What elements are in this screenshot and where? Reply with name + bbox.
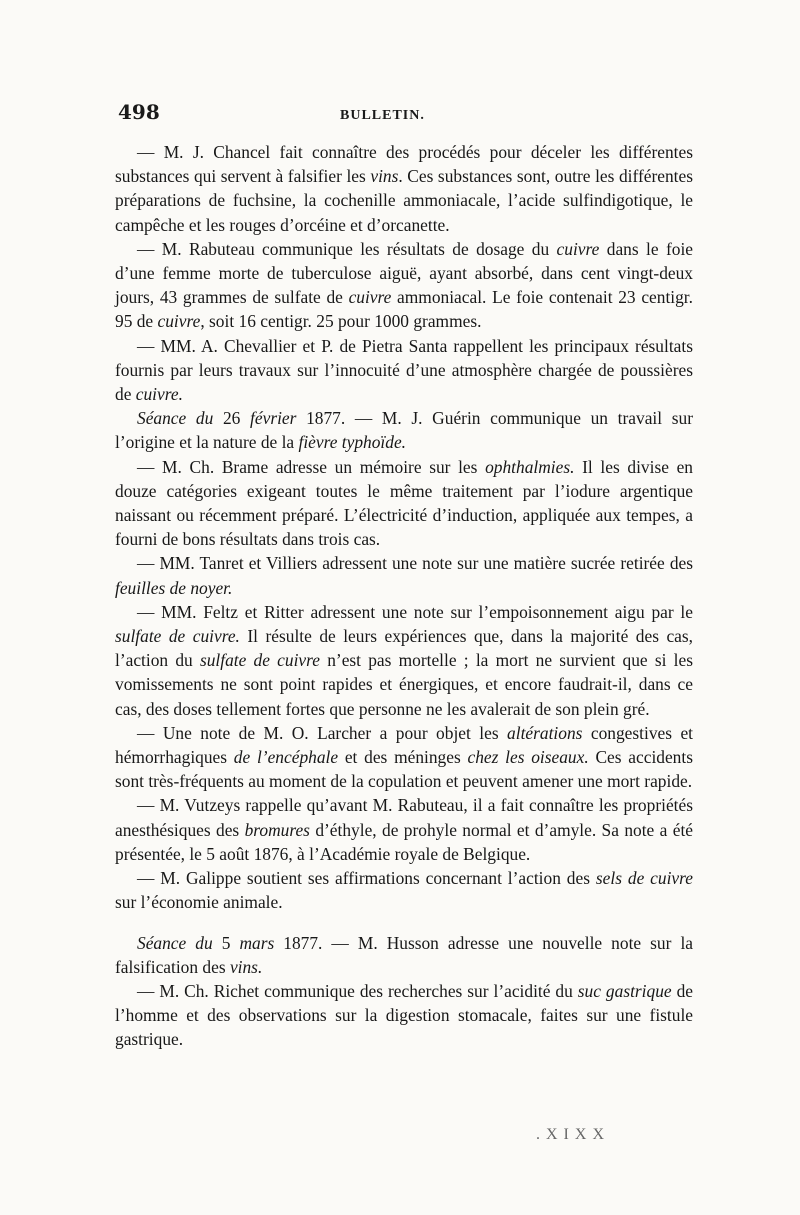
text-run: Ces accidents sont très-fréquents au moment de la copulation et peuvent amener une mort rapide. bbox=[115, 747, 693, 792]
paragraph bbox=[115, 551, 693, 599]
text-run: sur l’économie animale. bbox=[115, 892, 283, 913]
italic-text: Séance du bbox=[137, 408, 214, 429]
italic-text: altérations bbox=[507, 722, 583, 743]
paragraph bbox=[115, 237, 693, 334]
italic-text: ophthalmies. bbox=[485, 456, 575, 477]
paragraph bbox=[115, 931, 693, 979]
text-run: — M. Vutzeys rappelle qu’avant M. Rabuteau, il a fait connaître les propriétés anesthésiques des bbox=[115, 795, 693, 840]
text-run: — M. Ch. Richet communique des recherches sur l’acidité du bbox=[137, 980, 578, 1001]
text-run: ammoniacal. Le foie contenait 23 centigr. 95 de bbox=[115, 287, 693, 332]
text-run: 1877. — M. Husson adresse une nouvelle note sur la falsification des bbox=[115, 932, 694, 977]
paragraph bbox=[115, 140, 693, 237]
paragraph bbox=[115, 455, 693, 552]
italic-text: bromures bbox=[244, 819, 310, 840]
text-run: — M. Ch. Brame adresse un mémoire sur les bbox=[137, 456, 486, 477]
text-run: et des méninges bbox=[338, 747, 468, 768]
italic-text: chez les oiseaux. bbox=[467, 747, 589, 768]
text-run: n’est pas mortelle ; la mort ne survient que si les vomissements ne sont point rapides et énergiques, et encore faudrait-il, dans ce cas, des doses tellement fortes que personne ne les avalerait de son plein gré. bbox=[115, 650, 694, 719]
text-run: — M. J. Chancel fait connaître des procédés pour déceler les différentes substances qui servent à falsifier les bbox=[115, 142, 693, 187]
text-run: d’éthyle, de prohyle normal et d’amyle. Sa note a été présentée, le 5 août 1876, à l’Académie royale de Belgique. bbox=[115, 819, 693, 864]
italic-text: sels de cuivre bbox=[595, 868, 693, 889]
italic-text: sulfate de cuivre. bbox=[115, 626, 240, 647]
italic-text: feuilles de noyer. bbox=[115, 577, 233, 598]
text-run: . Ces substances sont, outre les différentes préparations de fuchsine, la cochenille ammoniacale, l’acide sulfindigotique, le campêche et les rouges d’orcéine et d’orcanette. bbox=[115, 166, 694, 235]
signature-mark: . X I X X bbox=[536, 1126, 605, 1143]
page-number: 498 bbox=[118, 100, 160, 124]
paragraph bbox=[115, 334, 693, 407]
body-text bbox=[115, 140, 693, 1052]
italic-text: fièvre typhoïde. bbox=[298, 432, 407, 453]
page-header bbox=[0, 100, 800, 134]
text-run: congestives et hémorrhagiques bbox=[115, 722, 693, 768]
italic-text: cuivre bbox=[556, 238, 600, 259]
text-run: 26 bbox=[213, 408, 251, 429]
italic-text: vins. bbox=[229, 956, 263, 977]
text-run: Il résulte de leurs expériences que, dans la majorité des cas, l’action du bbox=[115, 626, 693, 671]
running-head: BULLETIN. bbox=[340, 108, 425, 123]
text-run: dans le foie d’une femme morte de tuberculose aiguë, ayant absorbé, dans cent vingt-deux jours, 43 grammes de sulfate de bbox=[115, 238, 693, 308]
text-run: — M. Galippe soutient ses affirmations concernant l’action des bbox=[137, 868, 596, 889]
text-run: — Une note de M. O. Larcher a pour objet les bbox=[137, 722, 508, 743]
text-run: — MM. Tanret et Villiers adressent une note sur une matière sucrée retirée des bbox=[137, 553, 693, 574]
paragraph bbox=[115, 793, 693, 866]
italic-text: février bbox=[250, 408, 297, 429]
italic-text: cuivre bbox=[348, 287, 392, 308]
italic-text: cuivre bbox=[157, 311, 201, 332]
text-run: — MM. Feltz et Ritter adressent une note sur l’empoisonnement aigu par le bbox=[137, 601, 693, 622]
italic-text: mars bbox=[239, 932, 275, 953]
text-run: , soit 16 centigr. 25 pour 1000 grammes. bbox=[200, 311, 482, 332]
text-run: 1877. — M. J. Guérin communique un travail sur l’origine et la nature de la bbox=[115, 408, 694, 453]
paragraph bbox=[115, 866, 693, 914]
paragraph bbox=[115, 406, 693, 454]
text-run: Il les divise en douze catégories exigeant toutes le même traitement par l’iodure argentique naissant ou récemment préparé. L’électricité d’induction, appliquée aux tempes, a fourni de bons résultats dans trois cas. bbox=[115, 456, 694, 550]
italic-text: suc gastrique bbox=[577, 980, 672, 1001]
italic-text: vins bbox=[370, 166, 399, 187]
italic-text: Séance du bbox=[137, 932, 213, 953]
italic-text: sulfate de cuivre bbox=[199, 650, 320, 671]
italic-text: cuivre. bbox=[135, 384, 183, 405]
italic-text: de l’encéphale bbox=[233, 747, 339, 768]
text-run: — MM. A. Chevallier et P. de Pietra Santa rappellent les principaux résultats fournis par leurs travaux sur l’innocuité d’une atmosphère chargée de poussières de bbox=[115, 335, 693, 405]
text-run: de l’homme et des observations sur la digestion stomacale, faites sur une fistule gastrique. bbox=[115, 980, 693, 1050]
text-run: 5 bbox=[212, 932, 240, 953]
paragraph bbox=[115, 979, 693, 1052]
text-run: — M. Rabuteau communique les résultats de dosage du bbox=[137, 238, 557, 259]
paragraph bbox=[115, 721, 693, 794]
paragraph bbox=[115, 600, 693, 721]
